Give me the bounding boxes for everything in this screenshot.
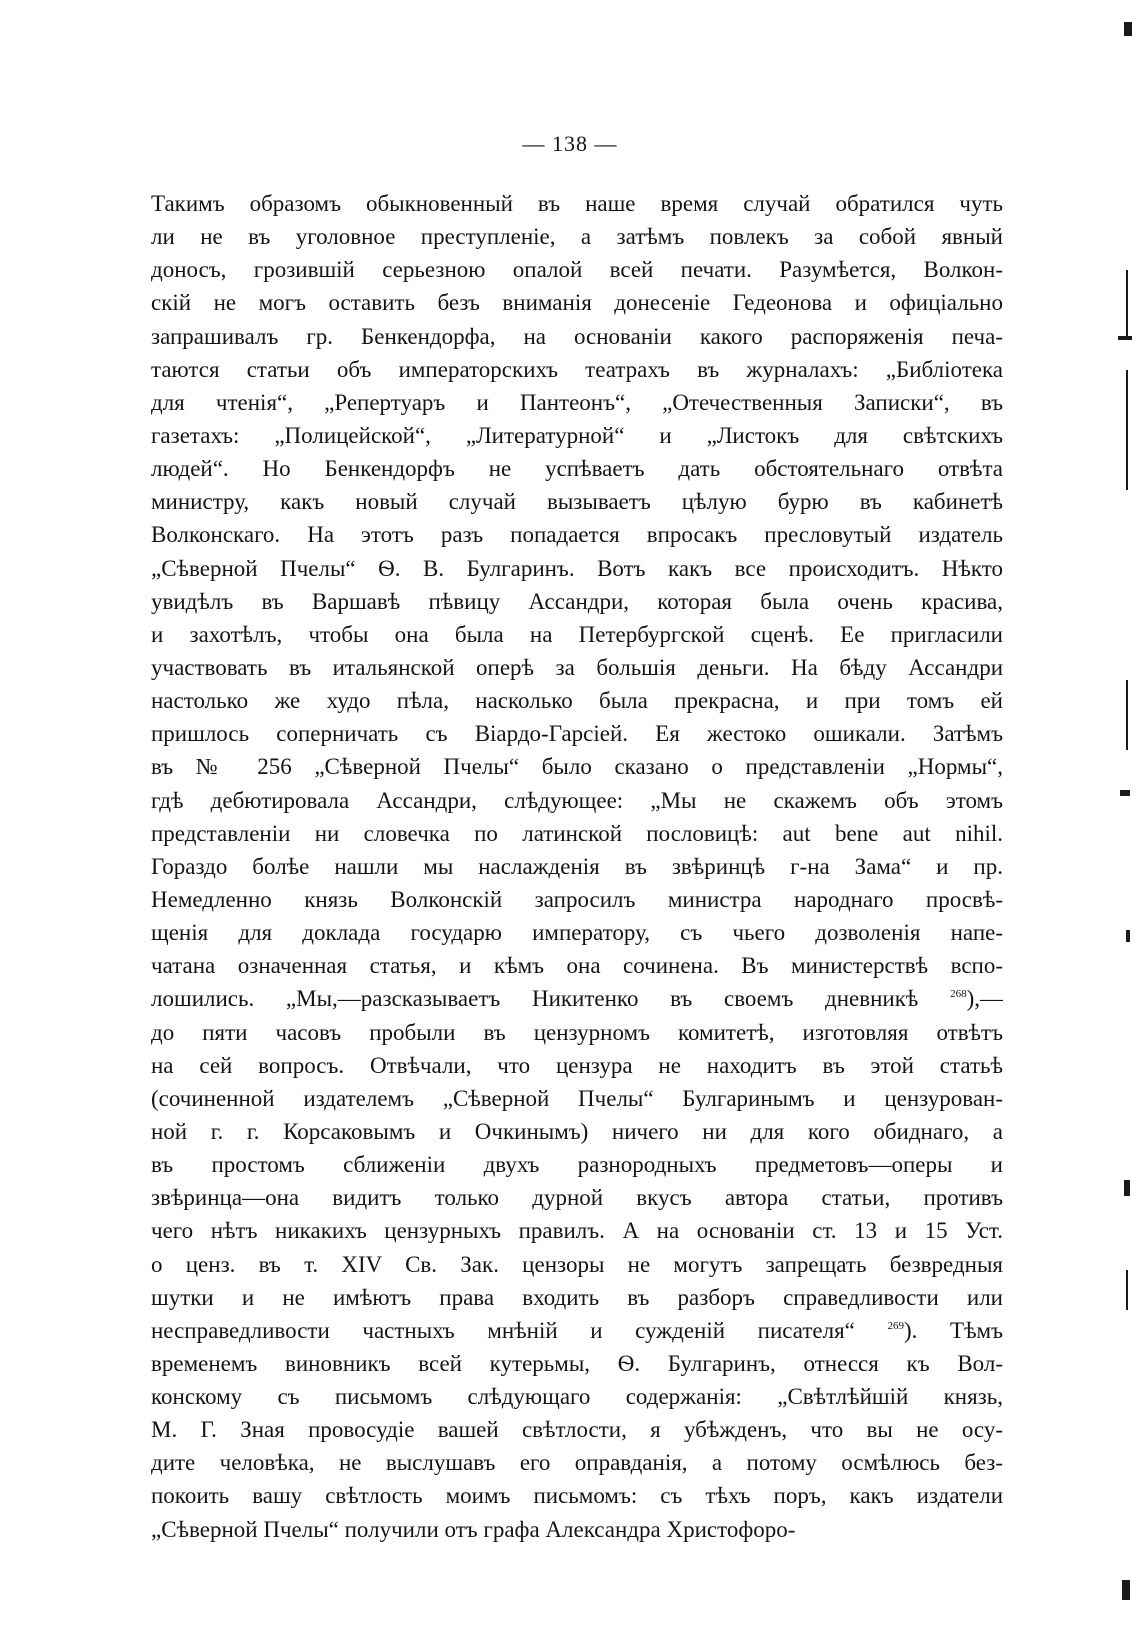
- text-line: конскому съ письмомъ слѣдующаго содержанія: „Свѣтлѣйшій князь,: [151, 1384, 1003, 1410]
- text-line: шутки и не имѣютъ права входить въ разборъ справедливости или: [151, 1284, 1003, 1310]
- text-line: Волконскаго. На этотъ разъ попадается впросакъ пресловутый издатель: [151, 522, 1003, 548]
- text-line: увидѣлъ въ Варшавѣ пѣвицу Ассандри, которая была очень красива,: [151, 588, 1003, 614]
- text-line: „Сѣверной Пчелы“ получили отъ графа Александра Христофоро-: [151, 1516, 796, 1542]
- text-line: и захотѣлъ, чтобы она была на Петербургской сценѣ. Ее пригласили: [151, 621, 1003, 647]
- footnote-tail: ),—: [966, 986, 1003, 1012]
- text-line: звѣринца—она видитъ только дурной вкусъ автора статьи, противъ: [151, 1185, 1003, 1211]
- text-line: Такимъ образомъ обыкновенный въ наше время случай обратился чуть: [151, 191, 1003, 216]
- scan-artifact: [1126, 370, 1128, 490]
- footnote-tail: ). Тѣмъ: [904, 1317, 1003, 1343]
- page-number: — 138 —: [522, 131, 618, 156]
- scan-artifact: [1122, 1580, 1130, 1600]
- scan-artifact: [1126, 680, 1128, 750]
- scan-artifact: [1124, 22, 1132, 36]
- text-line: о ценз. въ т. XIV Св. Зак. цензоры не могутъ запрещать безвредныя: [151, 1251, 1003, 1277]
- line-text: несправедливости частныхъ мнѣній и сужденій писателя“: [151, 1317, 855, 1343]
- text-line: временемъ виновникъ всей кутерьмы, Ѳ. Булгаринъ, отнесся къ Вол-: [151, 1350, 1003, 1376]
- text-line-with-footnote: [151, 1314, 1003, 1347]
- scan-artifact: [1120, 790, 1130, 796]
- footnote-ref: 268: [950, 988, 967, 1001]
- text-line: доносъ, грозившій серьезною опалой всей печати. Разумѣется, Волкон-: [151, 257, 1003, 283]
- text-line: „Сѣверной Пчелы“ Ѳ. В. Булгаринъ. Вотъ какъ все происходитъ. Нѣкто: [151, 555, 1003, 581]
- text-line: чего нѣтъ никакихъ цензурныхъ правилъ. А на основаніи ст. 13 и 15 Уст.: [151, 1218, 1003, 1244]
- text-line: Гораздо болѣе нашли мы наслажденія въ звѣринцѣ г-на Зама“ и пр.: [151, 853, 1003, 879]
- text-line: чатана означенная статья, и кѣмъ она сочинена. Въ министерствѣ вспо-: [151, 953, 1003, 979]
- text-line: таются статьи объ императорскихъ театрахъ въ журналахъ: „Библіотека: [151, 356, 1003, 382]
- scan-artifact: [1118, 336, 1132, 340]
- text-line: М. Г. Зная провосудіе вашей свѣтлости, я убѣжденъ, что вы не осу-: [151, 1417, 1003, 1443]
- text-line: щенія для доклада государю императору, съ чьего дозволенія напе-: [151, 920, 1003, 946]
- text-line: гдѣ дебютировала Ассандри, слѣдующее: „Мы не скажемъ объ этомъ: [151, 787, 1003, 813]
- text-line: скій не могъ оставить безъ вниманія донесеніе Гедеонова и офиціально: [151, 290, 1003, 316]
- scan-artifact: [1126, 270, 1128, 340]
- text-line: на сей вопросъ. Отвѣчали, что цензура не находитъ въ этой статьѣ: [151, 1052, 1003, 1078]
- text-line: (сочиненной издателемъ „Сѣверной Пчелы“ Булгаринымъ и цензурован-: [151, 1085, 1003, 1111]
- text-line: запрашивалъ гр. Бенкендорфа, на основаніи какого распоряженія печа-: [151, 323, 1003, 349]
- text-line: въ простомъ сближеніи двухъ разнородныхъ предметовъ—оперы и: [151, 1152, 1003, 1178]
- scan-artifact: [1126, 1270, 1128, 1310]
- text-line: Немедленно князь Волконскій запросилъ министра народнаго просвѣ-: [151, 886, 1003, 912]
- body-text: [151, 187, 1003, 1546]
- text-line: для чтенія“, „Репертуаръ и Пантеонъ“, „Отечественныя Записки“, въ: [151, 389, 1003, 415]
- text-line: ли не въ уголовное преступленіе, а затѣмъ повлекъ за собой явный: [151, 224, 1003, 250]
- text-line: газетахъ: „Полицейской“, „Литературной“ и „Листокъ для свѣтскихъ: [151, 422, 1003, 448]
- text-line: министру, какъ новый случай вызываетъ цѣлую бурю въ кабинетѣ: [151, 489, 1003, 515]
- text-line: участвовать въ итальянской оперѣ за большія деньги. На бѣду Ассандри: [151, 654, 1003, 680]
- text-line: покоить вашу свѣтлость моимъ письмомъ: съ тѣхъ поръ, какъ издатели: [151, 1483, 1003, 1509]
- text-line: людей“. Но Бенкендорфъ не успѣваетъ дать обстоятельнаго отвѣта: [151, 456, 1003, 482]
- text-line: настолько же худо пѣла, насколько была прекрасна, и при томъ ей: [151, 688, 1003, 714]
- text-line: дите человѣка, не выслушавъ его оправданія, а потому осмѣлюсь без-: [151, 1450, 1003, 1476]
- text-line: въ № 256 „Сѣверной Пчелы“ было сказано о представленіи „Нормы“,: [151, 754, 1003, 780]
- text-line: пришлось соперничать съ Віардо-Гарсіей. Ея жестоко ошикали. Затѣмъ: [151, 721, 1003, 747]
- line-text: лошились. „Мы,—разсказываетъ Никитенко въ своемъ дневникѣ: [151, 986, 919, 1012]
- scan-artifact: [1124, 1180, 1130, 1196]
- text-line: до пяти часовъ пробыли въ цензурномъ комитетѣ, изготовляя отвѣтъ: [151, 1019, 1003, 1045]
- scan-artifact: [1126, 930, 1130, 942]
- footnote-ref: 269: [887, 1319, 905, 1332]
- text-line: представленіи ни словечка по латинской пословицѣ: aut bene aut nihil.: [151, 820, 1003, 846]
- text-line: ной г. г. Корсаковымъ и Очкинымъ) ничего ни для кого обиднаго, а: [151, 1118, 1003, 1144]
- text-line-with-footnote: [151, 982, 1003, 1015]
